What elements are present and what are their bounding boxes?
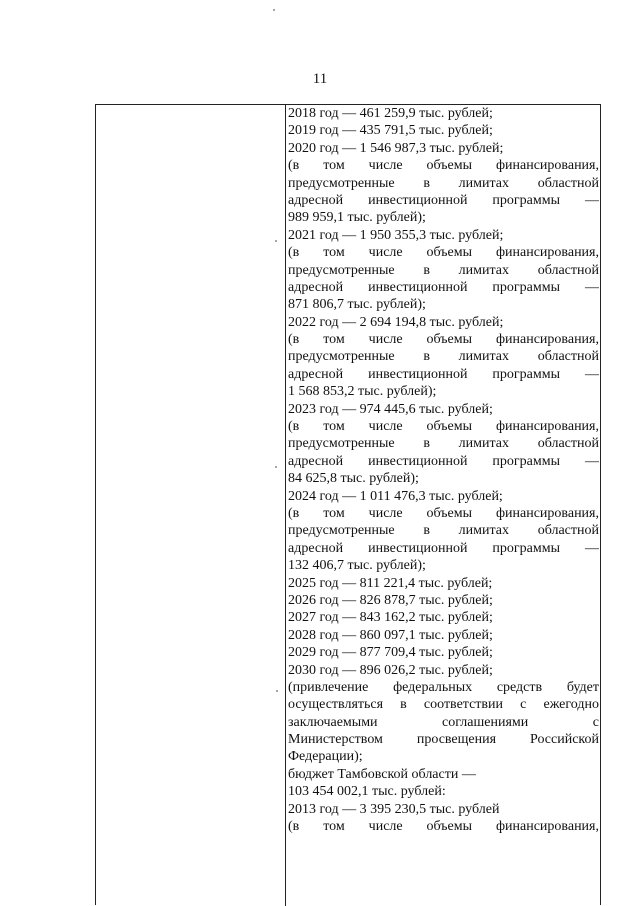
text-line: 2018 год — 461 259,9 тыс. рублей; [288, 106, 493, 121]
text-line: адресной инвестиционной программы — [288, 366, 599, 382]
text-line: бюджет Тамбовской области — [288, 766, 476, 782]
text-line: 132 406,7 тыс. рублей); [288, 558, 426, 574]
text-line: предусмотренные в лимитах областной [288, 349, 599, 365]
scan-speck [273, 9, 275, 11]
text-line: (в том числе объемы финансирования, [288, 158, 599, 174]
column-divider [285, 105, 286, 906]
text-line: 2029 год — 877 709,4 тыс. рублей; [288, 645, 493, 661]
text-line: (привлечение федеральных средств будет [288, 679, 599, 695]
scan-speck [275, 466, 277, 468]
text-line: осуществляться в соответствии с ежегодно [288, 697, 599, 713]
text-line: 2020 год — 1 546 987,3 тыс. рублей; [288, 140, 504, 156]
text-line: 2027 год — 843 162,2 тыс. рублей; [288, 610, 493, 626]
text-line: 2028 год — 860 097,1 тыс. рублей; [288, 627, 493, 643]
text-line: 1 568 853,2 тыс. рублей); [288, 384, 437, 400]
text-line: предусмотренные в лимитах областной [288, 262, 599, 278]
text-line: Федерации); [288, 749, 363, 765]
text-line: (в том числе объемы финансирования, [288, 819, 599, 835]
text-line: (в том числе объемы финансирования, [288, 245, 599, 261]
text-line: 84 625,8 тыс. рублей); [288, 471, 419, 487]
text-line: 2013 год — 3 395 230,5 тыс. рублей [288, 801, 500, 817]
page-number: 11 [312, 71, 328, 87]
text-line: адресной инвестиционной программы — [288, 540, 599, 556]
text-line: 2024 год — 1 011 476,3 тыс. рублей; [288, 488, 503, 504]
text-line: предусмотренные в лимитах областной [288, 436, 599, 452]
text-line: 989 959,1 тыс. рублей); [288, 210, 426, 226]
text-line: адресной инвестиционной программы — [288, 192, 599, 208]
text-line: адресной инвестиционной программы — [288, 453, 599, 469]
text-line: (в том числе объемы финансирования, [288, 332, 599, 348]
text-line: заключаемыми соглашениями с [288, 714, 599, 730]
text-line: 871 806,7 тыс. рублей); [288, 297, 426, 313]
text-line: предусмотренные в лимитах областной [288, 523, 599, 539]
text-line: 2025 год — 811 221,4 тыс. рублей; [288, 575, 493, 591]
text-line: 103 454 002,1 тыс. рублей: [288, 784, 446, 800]
text-line: 2021 год — 1 950 355,3 тыс. рублей; [288, 227, 504, 243]
text-line: 2026 год — 826 878,7 тыс. рублей; [288, 592, 493, 608]
text-line: 2023 год — 974 445,6 тыс. рублей; [288, 401, 493, 417]
scan-speck [276, 690, 278, 692]
text-line: (в том числе объемы финансирования, [288, 505, 599, 521]
text-line: 2022 год — 2 694 194,8 тыс. рублей; [288, 314, 504, 330]
table-right-cell [288, 105, 599, 835]
text-line: предусмотренные в лимитах областной [288, 175, 599, 191]
financing-table [95, 104, 601, 905]
text-line: адресной инвестиционной программы — [288, 279, 599, 295]
text-line: 2030 год — 896 026,2 тыс. рублей; [288, 662, 493, 678]
text-line: (в том числе объемы финансирования, [288, 419, 599, 435]
scan-speck [275, 240, 277, 242]
table-left-cell [96, 105, 285, 905]
text-line: Министерством просвещения Российской [288, 732, 599, 748]
text-line: 2019 год — 435 791,5 тыс. рублей; [288, 123, 493, 139]
